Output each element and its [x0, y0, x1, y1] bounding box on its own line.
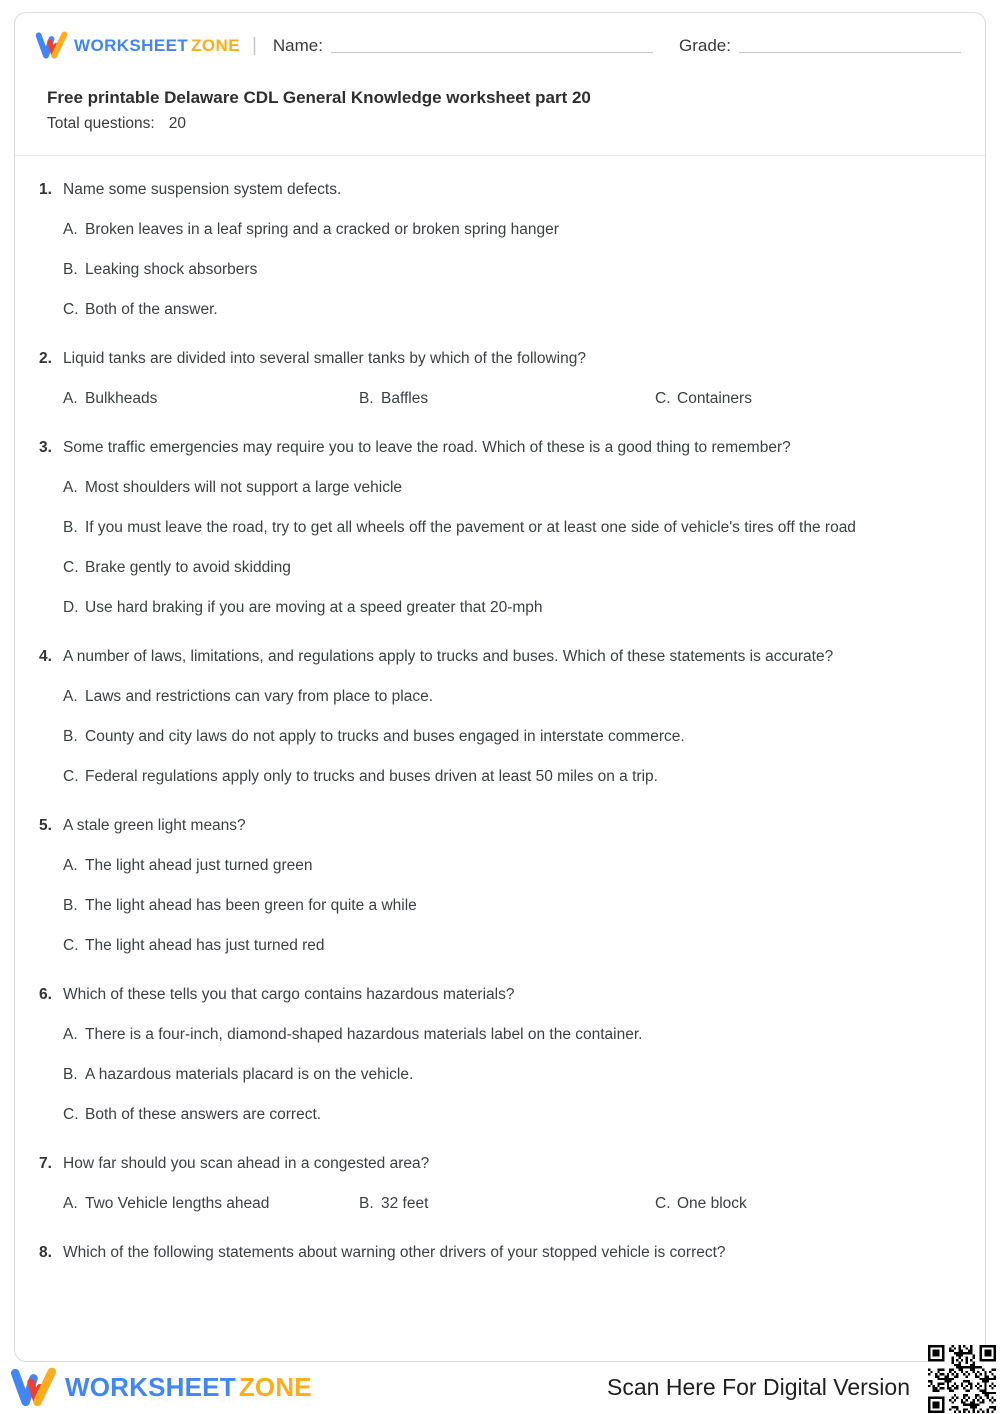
option-text: If you must leave the road, try to get all wheels off the pavement or at least one side of vehicle's tires off the road — [85, 519, 856, 536]
total-questions-value: 20 — [168, 115, 186, 132]
brand-logo — [35, 30, 240, 61]
option-text: Baffles — [381, 390, 429, 407]
question-row — [39, 347, 961, 371]
option-5B — [63, 894, 961, 918]
page-footer — [0, 1360, 1000, 1414]
option-text: Broken leaves in a leaf spring and a cracked or broken spring hanger — [85, 221, 559, 238]
name-label: Name: — [272, 35, 323, 55]
option-1A — [63, 218, 961, 242]
option-label: B. — [63, 728, 78, 745]
option-text: Two Vehicle lengths ahead — [85, 1195, 270, 1212]
option-6C — [63, 1103, 961, 1127]
question-row — [39, 983, 961, 1007]
worksheetzone-w-icon — [10, 1366, 57, 1409]
option-text: Brake gently to avoid skidding — [85, 559, 291, 576]
option-2C — [655, 387, 961, 411]
total-questions-row — [47, 113, 961, 135]
option-7A — [63, 1192, 359, 1216]
options-group — [63, 1192, 961, 1216]
question-2 — [39, 347, 961, 411]
question-text: Which of these tells you that cargo contains hazardous materials? — [63, 986, 515, 1003]
brand-name-worksheet: WORKSHEET — [65, 1371, 236, 1402]
question-row — [39, 436, 961, 460]
options-group — [63, 387, 961, 411]
question-text: A stale green light means? — [63, 817, 246, 834]
question-text: Which of the following statements about warning other drivers of your stopped vehicle is correct? — [63, 1244, 726, 1261]
option-label: A. — [63, 1195, 78, 1212]
option-label: B. — [359, 1195, 374, 1212]
question-text: Some traffic emergencies may require you to leave the road. Which of these is a good thing to remember? — [63, 439, 791, 456]
option-text: County and city laws do not apply to trucks and buses engaged in interstate commerce. — [85, 728, 685, 745]
option-label: C. — [63, 301, 79, 318]
question-row — [39, 1241, 961, 1265]
option-label: A. — [63, 857, 78, 874]
question-row — [39, 814, 961, 838]
question-row — [39, 178, 961, 202]
option-text: Bulkheads — [85, 390, 158, 407]
option-7B — [359, 1192, 655, 1216]
option-label: A. — [63, 1026, 78, 1043]
option-1C — [63, 298, 961, 322]
option-text: Use hard braking if you are moving at a speed greater that 20-mph — [85, 599, 543, 616]
question-number: 4. — [39, 648, 52, 665]
options-group — [63, 218, 961, 322]
option-label: A. — [63, 688, 78, 705]
question-6 — [39, 983, 961, 1127]
option-label: A. — [63, 479, 78, 496]
question-text: A number of laws, limitations, and regulations apply to trucks and buses. Which of these statements is accurate? — [63, 648, 834, 665]
question-number: 5. — [39, 817, 52, 834]
worksheet-card — [14, 12, 986, 1362]
option-label: B. — [359, 390, 374, 407]
option-6B — [63, 1063, 961, 1087]
option-7C — [655, 1192, 961, 1216]
title-block — [15, 87, 985, 135]
option-4C — [63, 765, 961, 789]
footer-brand-logo — [10, 1366, 312, 1409]
brand-name-worksheet: WORKSHEET — [74, 35, 189, 55]
option-1B — [63, 258, 961, 282]
question-8 — [39, 1241, 961, 1265]
option-label: B. — [63, 897, 78, 914]
option-text: The light ahead just turned green — [85, 857, 313, 874]
option-4A — [63, 685, 961, 709]
question-number: 8. — [39, 1244, 52, 1261]
option-text: The light ahead has been green for quite a while — [85, 897, 417, 914]
option-text: There is a four-inch, diamond-shaped hazardous materials label on the container. — [85, 1026, 643, 1043]
option-3A — [63, 476, 961, 500]
question-4 — [39, 645, 961, 789]
option-5C — [63, 934, 961, 958]
header-separator: | — [251, 34, 257, 56]
name-input-line[interactable] — [331, 38, 653, 53]
question-row — [39, 645, 961, 669]
option-text: The light ahead has just turned red — [85, 937, 325, 954]
option-3B — [63, 516, 961, 540]
option-text: Most shoulders will not support a large vehicle — [85, 479, 403, 496]
option-text: Both of these answers are correct. — [85, 1106, 322, 1123]
option-label: A. — [63, 390, 78, 407]
option-2A — [63, 387, 359, 411]
question-number: 6. — [39, 986, 52, 1003]
header — [15, 13, 985, 61]
option-text: Leaking shock absorbers — [85, 261, 258, 278]
question-text: Name some suspension system defects. — [63, 181, 342, 198]
grade-label: Grade: — [679, 35, 731, 55]
option-text: Federal regulations apply only to trucks and buses driven at least 50 miles on a trip. — [85, 768, 658, 785]
option-text: Containers — [677, 390, 752, 407]
option-2B — [359, 387, 655, 411]
options-group — [63, 476, 961, 620]
option-text: Both of the answer. — [85, 301, 218, 318]
question-number: 2. — [39, 350, 52, 367]
question-number: 1. — [39, 181, 52, 198]
question-row — [39, 1152, 961, 1176]
option-label: B. — [63, 519, 78, 536]
options-group — [63, 854, 961, 958]
option-label: B. — [63, 1066, 78, 1083]
qr-code — [928, 1345, 996, 1413]
question-7 — [39, 1152, 961, 1216]
page-title: Free printable Delaware CDL General Knowledge worksheet part 20 — [47, 88, 591, 107]
option-label: B. — [63, 261, 78, 278]
options-group — [63, 685, 961, 789]
option-text: A hazardous materials placard is on the vehicle. — [85, 1066, 414, 1083]
option-text: 32 feet — [381, 1195, 429, 1212]
worksheetzone-w-icon — [35, 30, 68, 61]
option-text: One block — [677, 1195, 747, 1212]
option-label: A. — [63, 221, 78, 238]
option-3D — [63, 596, 961, 620]
option-label: D. — [63, 599, 79, 616]
total-questions-label: Total questions: — [47, 115, 155, 132]
options-group — [63, 1023, 961, 1127]
brand-name-zone: ZONE — [191, 35, 240, 55]
question-number: 7. — [39, 1155, 52, 1172]
option-label: C. — [63, 768, 79, 785]
question-text: How far should you scan ahead in a congested area? — [63, 1155, 430, 1172]
option-text: Laws and restrictions can vary from place to place. — [85, 688, 434, 705]
option-label: C. — [655, 1195, 671, 1212]
option-4B — [63, 725, 961, 749]
question-1 — [39, 178, 961, 322]
option-6A — [63, 1023, 961, 1047]
option-3C — [63, 556, 961, 580]
question-3 — [39, 436, 961, 620]
option-label: C. — [655, 390, 671, 407]
grade-input-line[interactable] — [739, 38, 961, 53]
question-text: Liquid tanks are divided into several smaller tanks by which of the following? — [63, 350, 586, 367]
option-5A — [63, 854, 961, 878]
question-number: 3. — [39, 439, 52, 456]
option-label: C. — [63, 937, 79, 954]
questions-list — [15, 156, 985, 1265]
option-label: C. — [63, 1106, 79, 1123]
option-label: C. — [63, 559, 79, 576]
brand-name-zone: ZONE — [238, 1371, 312, 1402]
scan-here-text: Scan Here For Digital Version — [607, 1373, 910, 1400]
question-5 — [39, 814, 961, 958]
